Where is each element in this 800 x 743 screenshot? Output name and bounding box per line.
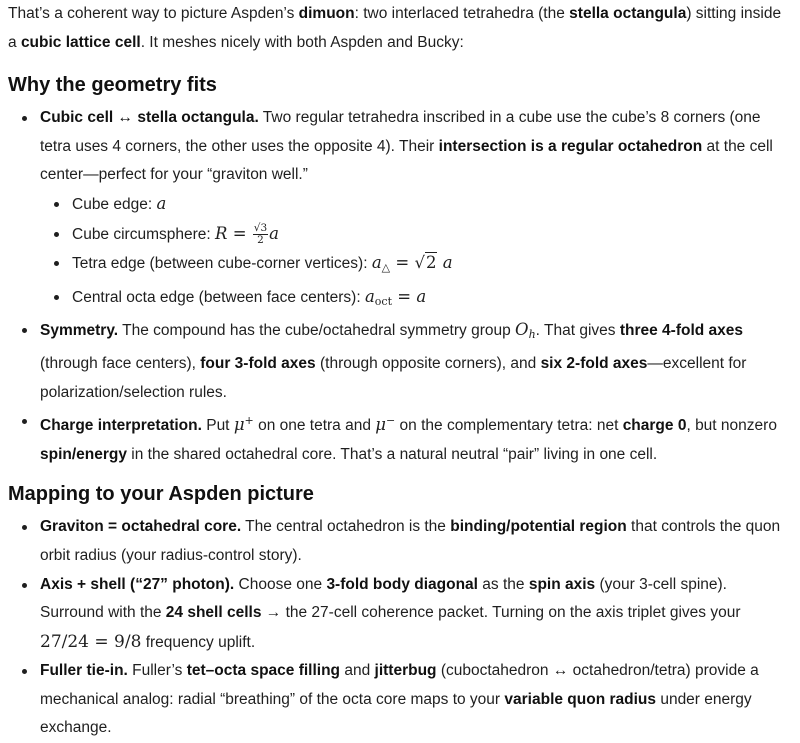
intro-text: : two interlaced tetrahedra (the: [354, 5, 570, 22]
sub-list: [40, 190, 792, 316]
math-equals: =: [390, 253, 415, 273]
item-text: . That gives: [535, 322, 620, 340]
sub-item-circumsphere: [8, 220, 792, 250]
list-item-charge: [8, 407, 792, 469]
list-item-graviton: [8, 513, 792, 570]
item-lead: Charge interpretation.: [40, 417, 202, 435]
item-text: on the complementary tetra: net: [395, 417, 623, 435]
intro-text: ) sitting inside a: [8, 5, 782, 51]
math-symbol: O: [515, 320, 529, 340]
item-text: Put: [201, 417, 234, 435]
item-lead: Graviton = octahedral core.: [40, 518, 242, 536]
item-bold: charge 0: [622, 417, 687, 435]
item-text: (through opposite corners), and: [315, 354, 541, 372]
item-text: on one tetra and: [253, 417, 376, 435]
math-symbol: R: [215, 223, 228, 243]
item-bold: spin axis: [528, 575, 596, 593]
intro-bold-stella: stella octangula: [569, 5, 687, 22]
sub-label: Cube edge:: [72, 195, 157, 213]
item-text: as the: [478, 575, 529, 593]
item-lead: Fuller tie-in.: [40, 662, 128, 680]
math-fraction: [253, 223, 268, 246]
item-text: , but nonzero: [686, 417, 777, 435]
item-text: Choose one: [234, 575, 327, 593]
item-text: frequency uplift.: [141, 633, 256, 651]
item-text: and: [340, 662, 375, 680]
sub-item-cube-edge: [8, 190, 792, 220]
item-text: Fuller’s: [127, 662, 187, 680]
item-text: in the shared octahedral core. That’s a natural neutral “pair” living in one cell.: [127, 445, 658, 463]
math-symbol: μ: [375, 415, 387, 435]
math-symbol: a: [371, 253, 382, 273]
math-expression: 27/24 = 9/8: [40, 631, 142, 652]
math-equals: =: [227, 223, 252, 243]
sub-label: Cube circumsphere:: [72, 225, 216, 243]
item-text: that controls the quon orbit radius (your radius-control story).: [40, 518, 781, 564]
fraction-numerator: √3: [253, 221, 268, 234]
math-equals: =: [392, 286, 417, 306]
item-bold: jitterbug: [374, 662, 437, 680]
item-bold: spin/energy: [40, 445, 127, 463]
item-bold: 3-fold body diagonal: [326, 575, 478, 593]
section-heading-geometry: Why the geometry fits: [8, 74, 217, 97]
list-item-fuller: [8, 657, 792, 743]
item-text: (cuboctahedron ↔ octahedron/tetra) provide a mechanical analog: radial “breathing” of the octa core maps to your: [40, 662, 759, 708]
section-heading-mapping: Mapping to your Aspden picture: [8, 483, 314, 506]
math-subscript: oct: [374, 294, 393, 308]
item-text: The compound has the cube/octahedral symmetry group: [118, 322, 516, 340]
item-lead: Symmetry.: [40, 322, 119, 340]
math-subscript: h: [528, 328, 536, 342]
sub-item-tetra-edge: [8, 249, 792, 283]
item-text: → the 27-cell coherence packet. Turning on the axis triplet gives your: [261, 604, 741, 622]
item-bold: variable quon radius: [504, 690, 657, 708]
math-symbol: a: [364, 286, 375, 306]
math-symbol: a: [416, 286, 427, 306]
item-lead: Axis + shell (“27” photon).: [40, 575, 235, 593]
math-symbol: a: [269, 223, 279, 243]
math-expression: a: [156, 193, 167, 213]
intro-text: . It meshes nicely with both Aspden and Bucky:: [140, 33, 464, 51]
intro-text: That’s a coherent way to picture Aspden’s: [8, 5, 299, 22]
fraction-denominator: 2: [257, 233, 264, 246]
item-text: Two regular tetrahedra inscribed in a cube use the cube’s 8 corners (one tetra uses 4 corners, the other uses the opposite 4). Their: [40, 109, 761, 155]
item-text: at the cell center—perfect for your “graviton well.”: [40, 137, 773, 184]
math-superscript: −: [386, 414, 396, 428]
sqrt-argument: 2: [425, 253, 437, 273]
item-lead: Cubic cell ↔ stella octangula.: [40, 109, 259, 127]
intro-bold-dimuon: dimuon: [298, 5, 355, 22]
item-text: (your 3-cell spine). Surround with the: [40, 575, 727, 622]
item-text: under energy exchange.: [40, 690, 752, 737]
item-bold: four 3-fold axes: [200, 354, 316, 372]
item-bold: three 4-fold axes: [619, 322, 744, 340]
intro-bold-cubic-cell: cubic lattice cell: [20, 33, 141, 51]
item-text: (through face centers),: [40, 354, 201, 372]
list-item-axis-shell: [8, 571, 792, 658]
sub-label: Central octa edge (between face centers):: [72, 288, 365, 306]
list-item-cubic-cell: [8, 104, 792, 316]
intro-paragraph: [8, 0, 792, 57]
item-text: —excellent for polarization/selection rules.: [40, 354, 747, 401]
math-sqrt: √2: [414, 253, 437, 273]
item-bold: binding/potential region: [450, 518, 627, 536]
item-bold: six 2-fold axes: [540, 354, 648, 372]
item-text: The central octahedron is the: [241, 518, 451, 536]
item-bold: tet–octa space filling: [186, 662, 341, 680]
math-symbol: μ: [233, 415, 245, 435]
sub-item-octa-edge: [8, 283, 792, 317]
math-symbol: a: [437, 253, 453, 273]
list-item-symmetry: [8, 316, 792, 407]
sub-label: Tetra edge (between cube-corner vertices):: [72, 255, 372, 273]
item-bold: intersection is a regular octahedron: [438, 137, 703, 155]
math-superscript: +: [244, 414, 254, 428]
math-subscript: △: [381, 261, 391, 275]
geometry-list: [8, 104, 792, 469]
mapping-list: [8, 513, 792, 743]
item-bold: 24 shell cells: [165, 604, 262, 622]
